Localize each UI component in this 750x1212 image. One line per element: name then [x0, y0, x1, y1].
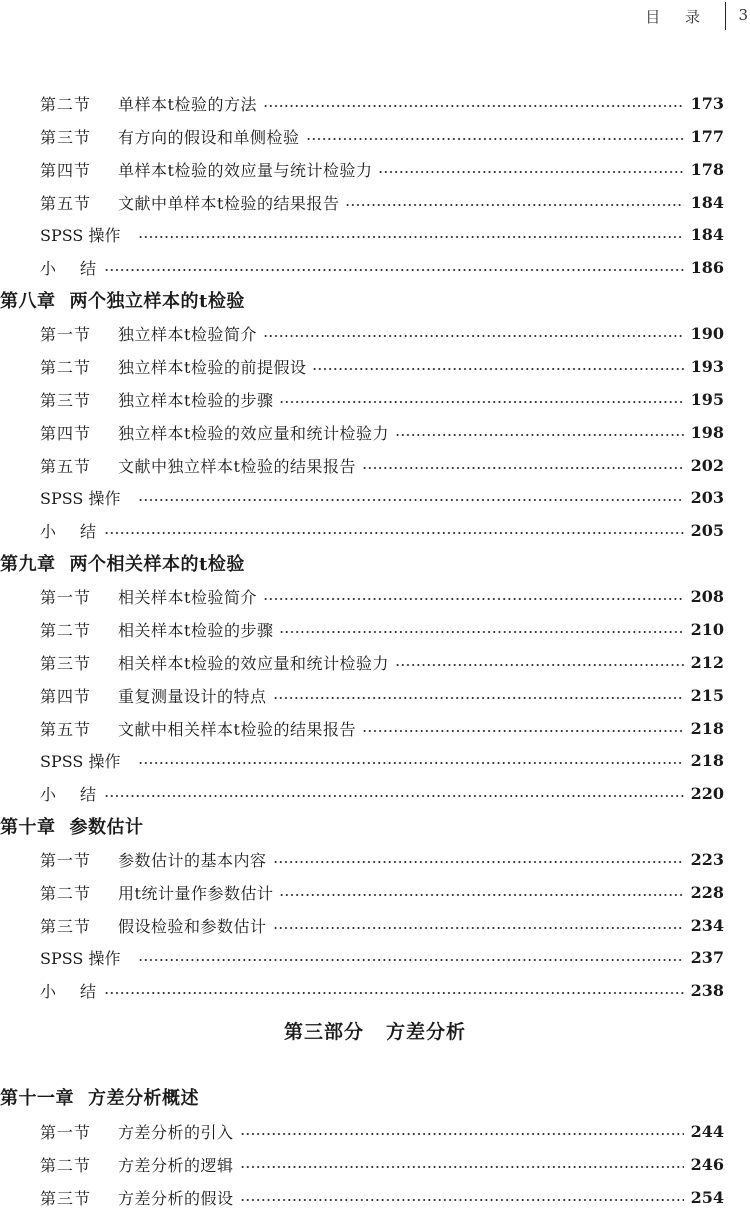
dot-leader [104, 532, 684, 534]
summary-entry [0, 252, 750, 282]
entry-title-text: 统计量作参数估计 [141, 883, 274, 903]
entry-title-text: 文献中相关样本 [118, 719, 234, 739]
page-ref: 177 [690, 126, 724, 146]
entry-title [118, 684, 267, 707]
italic-t-variable: t [233, 719, 241, 739]
entry-title-text: 检验的效应量和统计检验力 [190, 653, 389, 673]
section-label: 第三节 [40, 916, 92, 936]
summary-entry [0, 778, 750, 808]
section-label: 第三节 [40, 390, 92, 410]
italic-t-variable: t [217, 193, 224, 213]
entry-title [118, 158, 372, 181]
toc-entry [0, 877, 750, 907]
page-ref: 246 [690, 1154, 724, 1174]
summary-label [40, 979, 98, 1002]
toc-entry [0, 351, 750, 381]
spss-label: SPSS 操作 [40, 948, 121, 968]
spss-label: SPSS 操作 [40, 488, 121, 508]
toc-entry [0, 1149, 750, 1179]
toc-entry [0, 844, 750, 874]
toc-entry [0, 154, 750, 184]
spss-entry [0, 745, 750, 775]
summary-char: 结 [80, 521, 97, 541]
dot-leader [263, 598, 684, 600]
dot-leader [378, 171, 684, 173]
entry-title [118, 1120, 234, 1143]
summary-char: 结 [80, 784, 97, 804]
page-ref: 198 [690, 422, 724, 442]
entry-title-text: 两个独立样本的 [69, 291, 199, 312]
dot-leader [362, 467, 684, 469]
entry-title-text: 单样本 [118, 94, 168, 114]
entry-title [118, 585, 257, 608]
toc-entry [0, 187, 750, 217]
page-ref: 220 [690, 783, 724, 803]
page-ref: 173 [690, 93, 724, 113]
summary-char: 结 [80, 258, 97, 278]
entry-title-text: 参数估计的基本内容 [118, 850, 267, 870]
toc-entry [0, 680, 750, 710]
entry-title [118, 388, 273, 411]
section-label: 第一节 [40, 850, 92, 870]
italic-t-variable: t [233, 456, 241, 476]
entry-title-text: 方差分析的引入 [118, 1122, 234, 1142]
section-label: 第三节 [40, 1188, 92, 1208]
page-ref: 237 [690, 947, 724, 967]
entry-title [118, 355, 306, 378]
section-label: 第四节 [40, 686, 92, 706]
summary-label [40, 519, 98, 542]
section-label: 第一节 [40, 324, 92, 344]
page-number: 3 [738, 6, 748, 24]
entry-title-text: 检验 [207, 554, 245, 575]
entry-title-text: 检验的步骤 [190, 620, 274, 640]
entry-title [118, 848, 267, 871]
page-ref: 210 [690, 619, 724, 639]
dot-leader [362, 730, 684, 732]
entry-title-text: 独立样本 [118, 390, 185, 410]
dot-leader [345, 204, 684, 206]
dot-leader [263, 105, 684, 107]
entry-title [118, 914, 267, 937]
dot-leader [279, 401, 684, 403]
toc-entry [0, 581, 750, 611]
entry-title-text: 两个相关样本的 [69, 554, 199, 575]
dot-leader [138, 499, 684, 501]
page-ref: 223 [690, 849, 724, 869]
entry-title-text: 独立样本 [118, 357, 185, 377]
header-rule [725, 2, 727, 30]
section-label: 第三节 [40, 127, 92, 147]
dot-leader [279, 894, 684, 896]
entry-title [118, 421, 389, 444]
entry-title-text: 独立样本 [118, 423, 185, 443]
toc-entry [0, 450, 750, 480]
entry-title [118, 1153, 234, 1176]
entry-title [70, 287, 245, 313]
italic-t-variable: t [184, 587, 191, 607]
summary-label [40, 256, 98, 279]
entry-title [118, 92, 257, 115]
toc-entry [0, 1182, 750, 1212]
page-ref: 254 [690, 1187, 724, 1207]
entry-title-text: 方差分析概述 [88, 1088, 199, 1109]
entry-title-text: 假设检验和参数估计 [118, 916, 267, 936]
entry-title-text: 相关样本 [118, 587, 185, 607]
entry-title [118, 191, 339, 214]
entry-title-text: 检验的前提假设 [190, 357, 307, 377]
toc-entry [0, 417, 750, 447]
entry-title-text: 相关样本 [118, 620, 185, 640]
summary-char: 结 [80, 981, 97, 1001]
section-label: 第五节 [40, 719, 92, 739]
entry-title-text: 检验 [207, 291, 245, 312]
entry-title-text: 相关样本 [118, 653, 185, 673]
section-label: 第四节 [40, 423, 92, 443]
page-ref: 212 [690, 652, 724, 672]
entry-title-text: 检验的结果报告 [223, 193, 340, 213]
section-label: 第二节 [40, 1155, 92, 1175]
spss-label: SPSS 操作 [40, 225, 121, 245]
summary-char: 小 [40, 258, 57, 278]
entry-title [118, 322, 257, 345]
dot-leader [279, 631, 684, 633]
entry-title-text: 检验的步骤 [190, 390, 274, 410]
section-label: 第二节 [40, 883, 92, 903]
italic-t-variable: t [184, 653, 191, 673]
section-label: 第一节 [40, 587, 92, 607]
dot-leader [138, 762, 684, 764]
entry-title [118, 125, 300, 148]
entry-title-text: 方差分析的逻辑 [118, 1155, 234, 1175]
dot-leader [273, 861, 684, 863]
entry-title [118, 1186, 234, 1209]
entry-title [118, 881, 273, 904]
toc-entry [0, 121, 750, 151]
chapter-heading [0, 285, 750, 315]
section-label: 第四节 [40, 160, 92, 180]
section-label: 第二节 [40, 357, 92, 377]
section-label: 第二节 [40, 94, 92, 114]
toc-entry [0, 1116, 750, 1146]
chapter-label: 第十一章 [0, 1088, 74, 1109]
dot-leader [138, 959, 684, 961]
italic-t-variable: t [184, 620, 191, 640]
italic-t-variable: t [167, 94, 175, 114]
toc-entry [0, 384, 750, 414]
entry-title-text: 用 [118, 883, 135, 903]
dot-leader [263, 335, 684, 337]
chapter-label: 第八章 [0, 291, 56, 312]
italic-t-variable: t [184, 390, 191, 410]
page-ref: 228 [690, 882, 724, 902]
section-label: 第二节 [40, 620, 92, 640]
summary-label [40, 782, 98, 805]
page-ref: 215 [690, 685, 724, 705]
page-ref: 178 [690, 159, 724, 179]
entry-title-text: 检验简介 [190, 587, 257, 607]
page-ref: 184 [690, 224, 724, 244]
dot-leader [240, 1166, 684, 1168]
entry-title-text: 有方向的假设和单侧检验 [118, 127, 300, 147]
italic-t-variable: t [184, 357, 191, 377]
page-ref: 193 [690, 356, 724, 376]
chapter-heading [0, 548, 750, 578]
entry-title-text: 文献中单样本 [118, 193, 218, 213]
page-ref: 208 [690, 586, 724, 606]
toc-entry [0, 910, 750, 940]
chapter-label: 第九章 [0, 554, 56, 575]
toc-entry [0, 88, 750, 118]
section-label: 第一节 [40, 1122, 92, 1142]
page-ref: 218 [690, 718, 724, 738]
spss-entry [0, 219, 750, 249]
page-ref: 244 [690, 1121, 724, 1141]
part-heading [0, 1017, 750, 1044]
entry-title-text: 检验的方法 [174, 94, 257, 114]
running-title: 目 录 [645, 8, 710, 26]
section-label: 第五节 [40, 193, 92, 213]
dot-leader [312, 368, 684, 370]
toc-entry [0, 647, 750, 677]
summary-char: 小 [40, 981, 57, 1001]
page-ref: 205 [690, 520, 724, 540]
summary-char: 小 [40, 521, 57, 541]
entry-title-text: 检验的效应量和统计检验力 [190, 423, 389, 443]
dot-leader [104, 992, 684, 994]
dot-leader [273, 927, 684, 929]
dot-leader [395, 434, 684, 436]
dot-leader [306, 138, 684, 140]
dot-leader [240, 1199, 684, 1201]
italic-t-variable: t [199, 554, 208, 575]
spss-label: SPSS 操作 [40, 751, 121, 771]
section-label: 第三节 [40, 653, 92, 673]
page-ref: 238 [690, 980, 724, 1000]
entry-title [118, 618, 273, 641]
chapter-heading [0, 811, 750, 841]
dot-leader [138, 236, 684, 238]
entry-title-text: 独立样本 [118, 324, 185, 344]
dot-leader [240, 1133, 684, 1135]
italic-t-variable: t [199, 291, 208, 312]
page-ref: 218 [690, 750, 724, 770]
entry-title-text: 单样本 [118, 160, 168, 180]
entry-title-text: 检验简介 [190, 324, 257, 344]
entry-title-text: 检验的效应量与统计检验力 [174, 160, 373, 180]
running-header [610, 0, 750, 34]
entry-title-text: 文献中独立样本 [118, 456, 234, 476]
part-label: 第三部分 [283, 1021, 364, 1043]
dot-leader [273, 697, 684, 699]
toc-entry [0, 318, 750, 348]
entry-title [70, 813, 144, 839]
entry-title-text: 重复测量设计的特点 [118, 686, 267, 706]
italic-t-variable: t [167, 160, 175, 180]
spss-entry [0, 482, 750, 512]
chapter-label: 第十章 [0, 817, 56, 838]
entry-title-text: 检验的结果报告 [240, 719, 356, 739]
entry-title-text: 参数估计 [69, 817, 144, 838]
dot-leader [395, 664, 684, 666]
italic-t-variable: t [184, 423, 191, 443]
summary-char: 小 [40, 784, 57, 804]
page-ref: 202 [690, 455, 724, 475]
chapter-heading [0, 1082, 750, 1112]
page-ref: 190 [690, 323, 724, 343]
italic-t-variable: t [134, 883, 142, 903]
italic-t-variable: t [184, 324, 191, 344]
entry-title [118, 454, 356, 477]
toc-entry [0, 713, 750, 743]
page-ref: 203 [690, 487, 724, 507]
page-ref: 184 [690, 192, 724, 212]
entry-title-text: 检验的结果报告 [240, 456, 356, 476]
part-title: 方差分析 [386, 1021, 467, 1043]
page-ref: 234 [690, 915, 724, 935]
dot-leader [104, 795, 684, 797]
entry-title-text: 方差分析的假设 [118, 1188, 234, 1208]
entry-title [118, 717, 356, 740]
summary-entry [0, 975, 750, 1005]
entry-title [118, 651, 389, 674]
dot-leader [104, 269, 684, 271]
page-ref: 186 [690, 257, 724, 277]
summary-entry [0, 515, 750, 545]
toc-entry [0, 614, 750, 644]
entry-title [70, 550, 245, 576]
page-ref: 195 [690, 389, 724, 409]
section-label: 第五节 [40, 456, 92, 476]
entry-title [88, 1084, 199, 1110]
spss-entry [0, 942, 750, 972]
